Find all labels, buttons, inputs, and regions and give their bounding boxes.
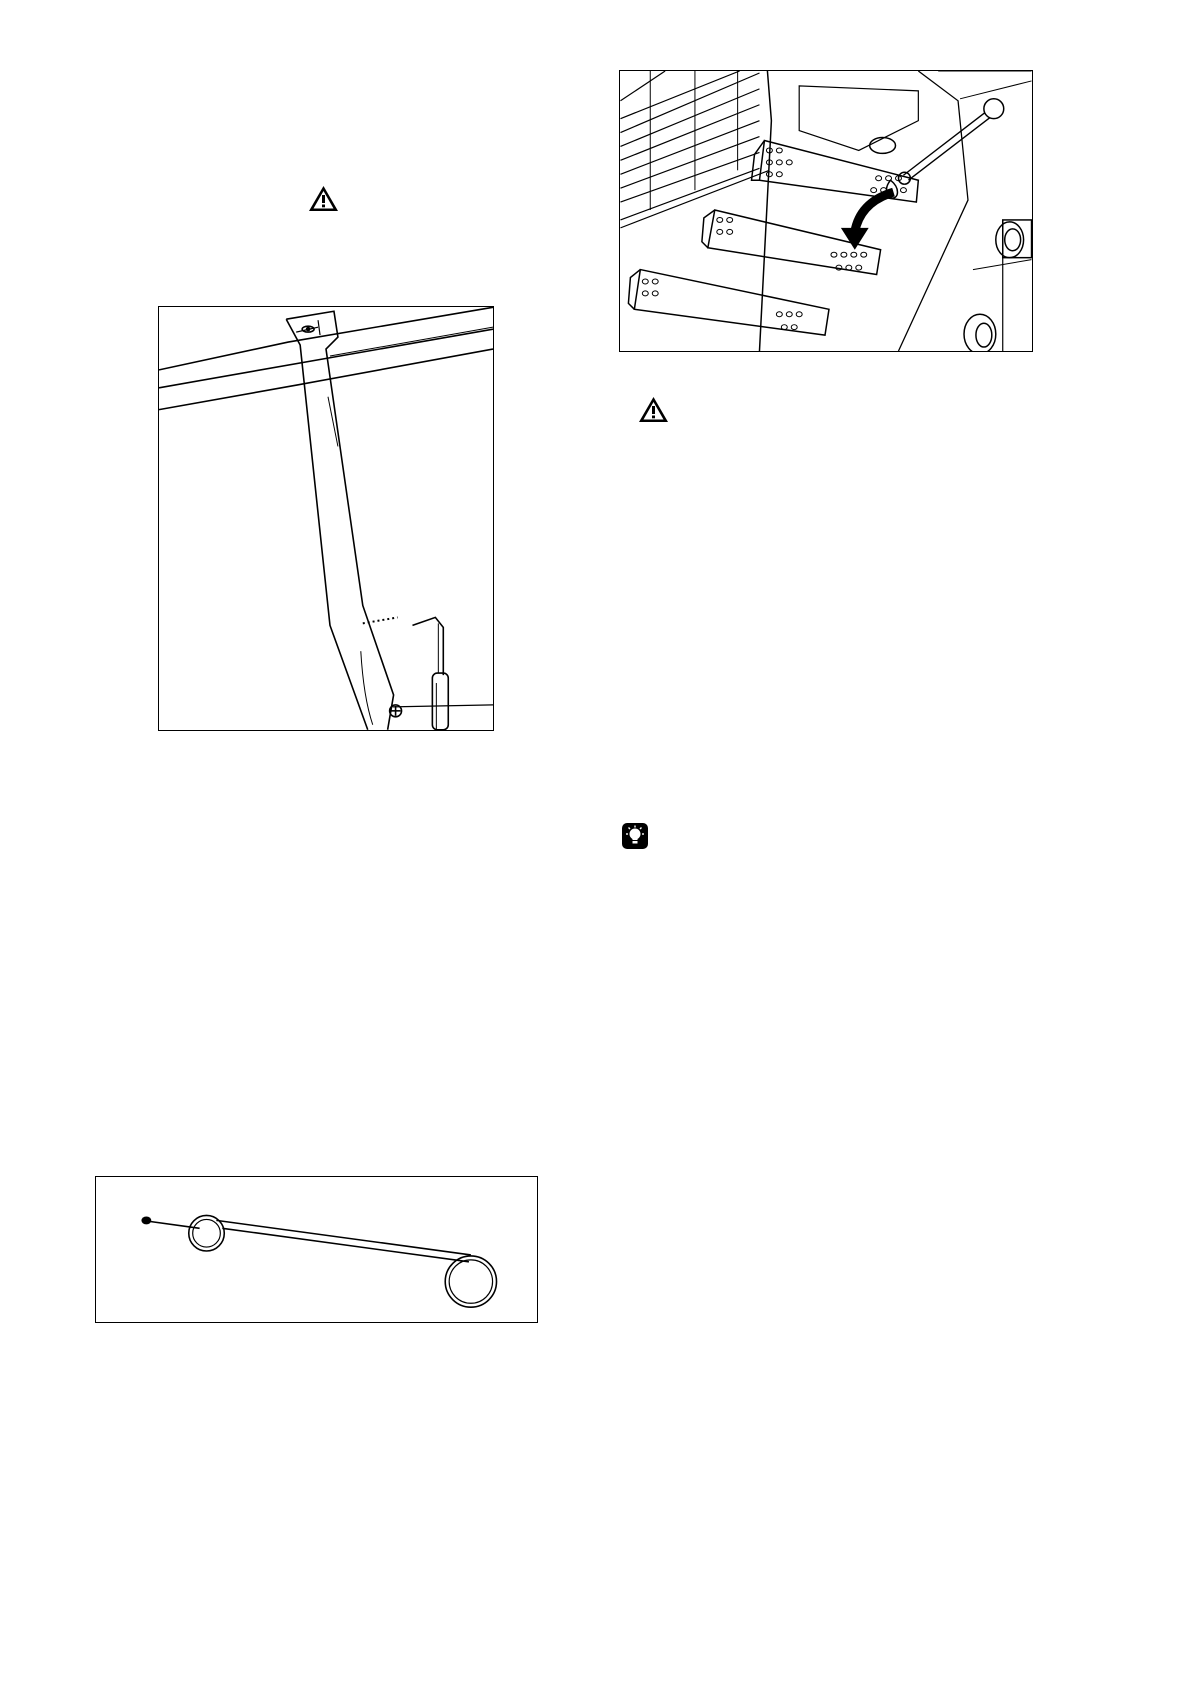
warning-icon	[638, 396, 669, 423]
match-holder-wire-illustration	[95, 1176, 538, 1323]
burner-tube-illustration	[158, 306, 494, 731]
lightbulb-tip-icon	[622, 823, 648, 849]
warning-icon	[308, 185, 339, 212]
grill-lighting-illustration	[619, 70, 1033, 352]
